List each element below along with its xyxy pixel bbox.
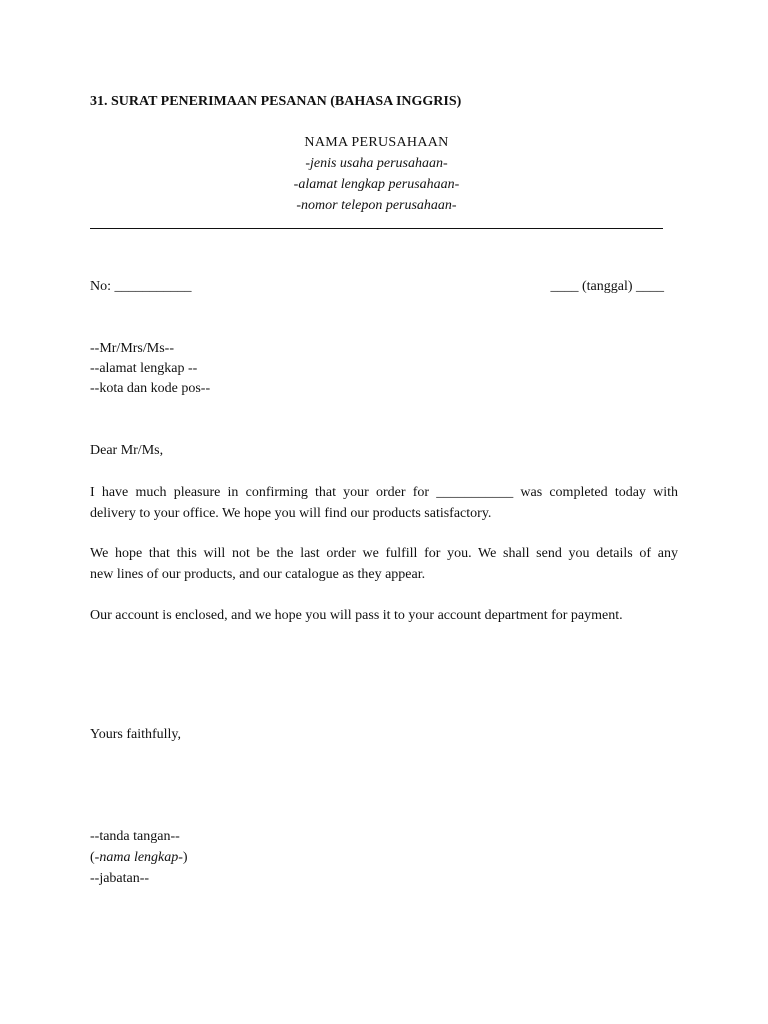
closing: Yours faithfully, [90,727,182,742]
signature-placeholder: --tanda tangan-- [90,829,180,844]
company-address: -alamat lengkap perusahaan- [293,177,460,192]
recipient-address: --alamat lengkap -- [90,361,198,376]
signer-name [90,848,188,868]
company-name: NAMA PERUSAHAAN [304,135,449,150]
company-phone: -nomor telepon perusahaan- [296,198,457,213]
body-paragraph-2 [90,543,678,585]
recipient-name: --Mr/Mrs/Ms-- [90,341,174,356]
recipient-city: --kota dan kode pos-- [90,381,211,396]
signer-position: --jabatan-- [90,871,150,886]
letterhead-divider [90,228,663,229]
body-paragraph-1 [90,482,678,524]
paragraph-1-line-2: delivery to your office. We hope you will find our products satisfactory. [90,506,492,521]
paragraph-3-line-1: Our account is enclosed, and we hope you will pass it to your account department for payment. [90,608,623,623]
paragraph-1-line-1: I have much pleasure in confirming that your order for ___________ was completed today with [90,485,678,500]
paragraph-2-line-1: We hope that this will not be the last order we fulfill for you. We shall send you details of any [90,546,678,561]
signer-name-close: -) [178,850,188,865]
salutation: Dear Mr/Ms, [90,443,164,458]
company-business-type: -jenis usaha perusahaan- [305,156,448,171]
document-title: 31. SURAT PENERIMAAN PESANAN (BAHASA INGGRIS) [90,94,462,109]
letter-date: ____ (tanggal) ____ [550,279,664,294]
body-paragraph-3 [90,605,678,626]
signer-name-placeholder: nama lengkap [99,850,179,865]
signer-name-open: (- [90,850,100,865]
letter-number: No: ___________ [90,279,192,294]
paragraph-2-line-2: new lines of our products, and our catalogue as they appear. [90,567,426,582]
